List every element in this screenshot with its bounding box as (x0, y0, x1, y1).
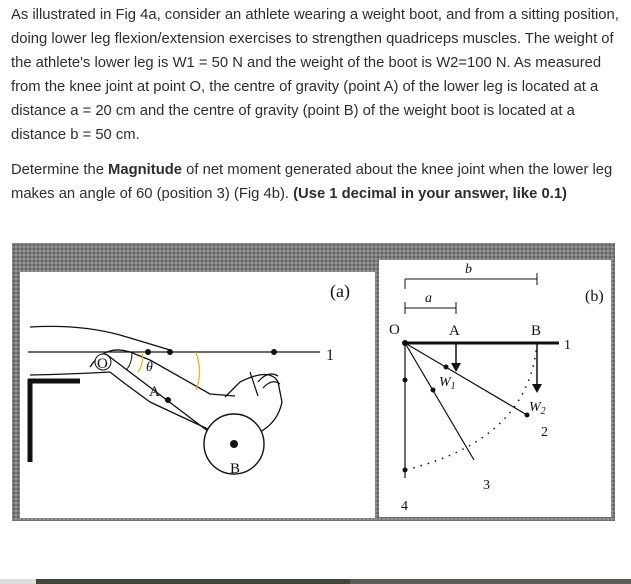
figure-4 (12, 243, 615, 521)
figure-panel-a (20, 272, 375, 518)
label-b-B: B (531, 323, 542, 339)
position-4: 4 (401, 499, 408, 514)
bottom-bar (0, 579, 631, 584)
label-a-dim: a (425, 291, 432, 306)
position-3: 3 (483, 478, 490, 493)
label-b-O: O (389, 322, 400, 338)
question-prompt: Determine the Magnitude of net moment generated about the knee joint when the lower leg makes an angle of 60 (position 3) (Fig 4b). (Use 1 decimal in your answer, like 0.1) (11, 162, 613, 202)
label-a-B: B (230, 461, 241, 477)
label-theta: θ (146, 360, 153, 375)
label-a-A: A (149, 384, 160, 400)
question-intro: As illustrated in Fig 4a, consider an athlete wearing a weight boot, and from a sitting position, doing lower leg flexion/extension exercises to strengthen quadriceps muscles. The weight of the athlete's lower leg is W1 = 50 N and the weight of the boot is W2=100 N. As measured from the knee joint at point O, the centre of gravity (point A) of the lower leg is located at a distance a = 20 cm and the centre of gravity (point B) of the weight boot is located at a distance b = 50 cm. (11, 7, 619, 143)
label-a-O: O (97, 356, 108, 372)
label-a-line-1: 1 (326, 347, 334, 364)
position-1: 1 (564, 338, 571, 353)
caption-b: (b) (585, 288, 604, 305)
position-2: 2 (541, 425, 548, 440)
label-b-dim: b (465, 262, 472, 277)
leg-diagram (20, 272, 375, 518)
label-b-A: A (449, 323, 460, 339)
caption-a: (a) (330, 281, 350, 301)
label-W2: $W_2$ (529, 400, 546, 417)
geometry-diagram (379, 260, 611, 517)
label-W1: $W_1$ (439, 375, 456, 392)
figure-panel-b (379, 260, 611, 517)
